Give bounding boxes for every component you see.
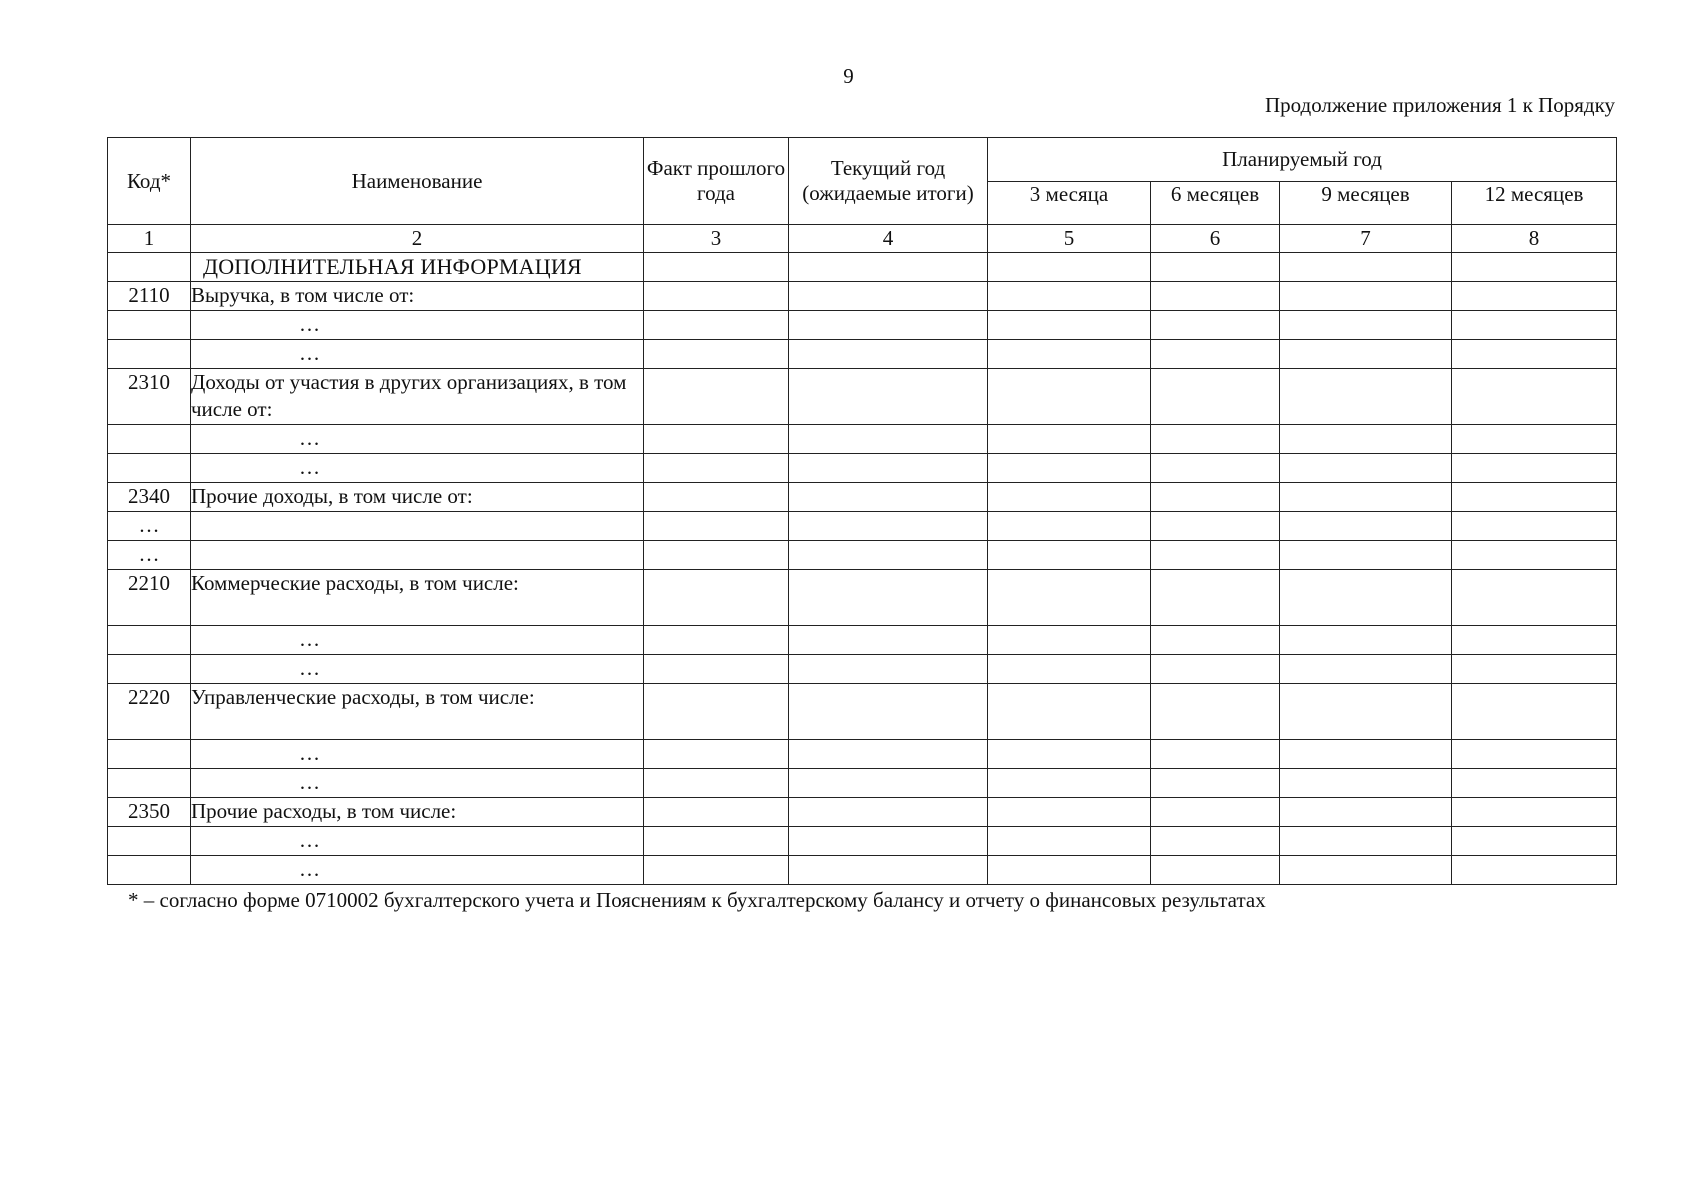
cell-12m — [1452, 253, 1617, 282]
cell-6m — [1151, 655, 1280, 684]
row-code — [108, 655, 191, 684]
header-9-months: 9 месяцев — [1280, 182, 1452, 225]
header-6-months: 6 месяцев — [1151, 182, 1280, 225]
cell-6m — [1151, 282, 1280, 311]
cell-6m — [1151, 425, 1280, 454]
table-row — [108, 483, 1617, 512]
column-number-row — [108, 225, 1617, 253]
cell-12m — [1452, 655, 1617, 684]
cell-6m — [1151, 541, 1280, 570]
cell-12m — [1452, 827, 1617, 856]
cell-current — [789, 626, 988, 655]
cell-9m — [1280, 570, 1452, 626]
table-row — [108, 253, 1617, 282]
header-current-year: Текущий год (ожидаемые итоги) — [789, 138, 988, 225]
cell-3m — [988, 798, 1151, 827]
table-row — [108, 827, 1617, 856]
cell-6m — [1151, 740, 1280, 769]
column-number: 2 — [191, 225, 644, 253]
cell-3m — [988, 483, 1151, 512]
cell-3m — [988, 454, 1151, 483]
cell-9m — [1280, 483, 1452, 512]
cell-12m — [1452, 769, 1617, 798]
cell-3m — [988, 340, 1151, 369]
row-name: Прочие доходы, в том числе от: — [191, 483, 644, 512]
cell-current — [789, 253, 988, 282]
cell-9m — [1280, 340, 1452, 369]
cell-fact — [644, 340, 789, 369]
table-row — [108, 626, 1617, 655]
table-row — [108, 311, 1617, 340]
cell-12m — [1452, 454, 1617, 483]
cell-current — [789, 541, 988, 570]
row-code — [108, 454, 191, 483]
cell-12m — [1452, 856, 1617, 885]
cell-12m — [1452, 425, 1617, 454]
column-number: 6 — [1151, 225, 1280, 253]
cell-6m — [1151, 769, 1280, 798]
cell-6m — [1151, 684, 1280, 740]
cell-fact — [644, 253, 789, 282]
cell-6m — [1151, 512, 1280, 541]
table-row — [108, 282, 1617, 311]
cell-3m — [988, 253, 1151, 282]
header-12-months: 12 месяцев — [1452, 182, 1617, 225]
cell-3m — [988, 626, 1151, 655]
cell-fact — [644, 684, 789, 740]
cell-current — [789, 856, 988, 885]
row-name: Доходы от участия в других организациях, в том числе от: — [191, 369, 644, 425]
cell-fact — [644, 740, 789, 769]
row-code — [108, 769, 191, 798]
table-row — [108, 856, 1617, 885]
cell-3m — [988, 570, 1151, 626]
row-code: … — [108, 512, 191, 541]
cell-current — [789, 740, 988, 769]
cell-current — [789, 454, 988, 483]
cell-9m — [1280, 369, 1452, 425]
cell-fact — [644, 570, 789, 626]
cell-current — [789, 827, 988, 856]
row-name: … — [191, 655, 644, 684]
column-number: 5 — [988, 225, 1151, 253]
cell-3m — [988, 541, 1151, 570]
row-name: … — [191, 425, 644, 454]
table-row — [108, 570, 1617, 626]
cell-6m — [1151, 827, 1280, 856]
cell-fact — [644, 626, 789, 655]
cell-6m — [1151, 340, 1280, 369]
row-code — [108, 425, 191, 454]
row-code: 2350 — [108, 798, 191, 827]
cell-current — [789, 655, 988, 684]
cell-current — [789, 282, 988, 311]
cell-6m — [1151, 570, 1280, 626]
cell-3m — [988, 684, 1151, 740]
cell-12m — [1452, 512, 1617, 541]
cell-3m — [988, 512, 1151, 541]
cell-fact — [644, 769, 789, 798]
row-name: Управленческие расходы, в том числе: — [191, 684, 644, 740]
cell-12m — [1452, 740, 1617, 769]
cell-current — [789, 570, 988, 626]
cell-9m — [1280, 512, 1452, 541]
footnote: * – согласно форме 0710002 бухгалтерского учета и Пояснениям к бухгалтерскому балансу и отчету о финансовых результатах — [128, 888, 1266, 912]
header-fact-last-year: Факт прошлого года — [644, 138, 789, 225]
cell-9m — [1280, 655, 1452, 684]
cell-9m — [1280, 740, 1452, 769]
table-row — [108, 369, 1617, 425]
cell-3m — [988, 282, 1151, 311]
header-planned-year: Планируемый год — [988, 138, 1617, 182]
header-name: Наименование — [191, 138, 644, 225]
cell-6m — [1151, 311, 1280, 340]
cell-fact — [644, 541, 789, 570]
cell-fact — [644, 798, 789, 827]
cell-6m — [1151, 483, 1280, 512]
cell-9m — [1280, 856, 1452, 885]
cell-9m — [1280, 454, 1452, 483]
table-row — [108, 454, 1617, 483]
cell-12m — [1452, 798, 1617, 827]
cell-current — [789, 483, 988, 512]
row-name: … — [191, 769, 644, 798]
cell-3m — [988, 369, 1151, 425]
cell-9m — [1280, 253, 1452, 282]
cell-current — [789, 369, 988, 425]
cell-3m — [988, 655, 1151, 684]
table-row — [108, 512, 1617, 541]
cell-6m — [1151, 454, 1280, 483]
row-name: … — [191, 626, 644, 655]
row-name: … — [191, 454, 644, 483]
column-number: 3 — [644, 225, 789, 253]
row-name: … — [191, 827, 644, 856]
cell-fact — [644, 454, 789, 483]
table-row — [108, 340, 1617, 369]
cell-9m — [1280, 827, 1452, 856]
cell-fact — [644, 483, 789, 512]
row-code: 2340 — [108, 483, 191, 512]
row-name: Прочие расходы, в том числе: — [191, 798, 644, 827]
row-name — [191, 541, 644, 570]
cell-fact — [644, 827, 789, 856]
row-code — [108, 740, 191, 769]
cell-12m — [1452, 369, 1617, 425]
row-code — [108, 311, 191, 340]
cell-12m — [1452, 483, 1617, 512]
row-code: 2110 — [108, 282, 191, 311]
table-row — [108, 684, 1617, 740]
section-title: ДОПОЛНИТЕЛЬНАЯ ИНФОРМАЦИЯ — [191, 253, 644, 282]
cell-9m — [1280, 798, 1452, 827]
cell-9m — [1280, 311, 1452, 340]
cell-current — [789, 340, 988, 369]
column-number: 1 — [108, 225, 191, 253]
row-code: … — [108, 541, 191, 570]
cell-fact — [644, 282, 789, 311]
row-name: … — [191, 856, 644, 885]
cell-6m — [1151, 369, 1280, 425]
cell-3m — [988, 856, 1151, 885]
cell-fact — [644, 856, 789, 885]
cell-current — [789, 512, 988, 541]
row-code — [108, 626, 191, 655]
table-row — [108, 655, 1617, 684]
row-name: Коммерческие расходы, в том числе: — [191, 570, 644, 626]
cell-6m — [1151, 626, 1280, 655]
cell-fact — [644, 655, 789, 684]
cell-9m — [1280, 425, 1452, 454]
cell-fact — [644, 311, 789, 340]
cell-fact — [644, 512, 789, 541]
row-code — [108, 340, 191, 369]
row-code — [108, 856, 191, 885]
cell-12m — [1452, 282, 1617, 311]
table-row — [108, 798, 1617, 827]
cell-9m — [1280, 684, 1452, 740]
cell-3m — [988, 740, 1151, 769]
row-name — [191, 512, 644, 541]
header-3-months: 3 месяца — [988, 182, 1151, 225]
cell-current — [789, 684, 988, 740]
appendix-continuation-label: Продолжение приложения 1 к Порядку — [1264, 93, 1615, 117]
row-code — [108, 827, 191, 856]
cell-12m — [1452, 684, 1617, 740]
header-code: Код* — [108, 138, 191, 225]
cell-9m — [1280, 769, 1452, 798]
row-name: … — [191, 340, 644, 369]
cell-9m — [1280, 282, 1452, 311]
table-row — [108, 740, 1617, 769]
column-number: 7 — [1280, 225, 1452, 253]
cell-current — [789, 798, 988, 827]
cell-3m — [988, 827, 1151, 856]
cell-current — [789, 425, 988, 454]
row-code: 2310 — [108, 369, 191, 425]
cell-9m — [1280, 541, 1452, 570]
cell-12m — [1452, 340, 1617, 369]
cell-6m — [1151, 253, 1280, 282]
column-number: 8 — [1452, 225, 1617, 253]
cell-current — [789, 311, 988, 340]
financial-info-table — [107, 137, 1617, 885]
cell-12m — [1452, 541, 1617, 570]
cell-current — [789, 769, 988, 798]
page-number: 9 — [843, 64, 854, 88]
table-row — [108, 425, 1617, 454]
cell-12m — [1452, 570, 1617, 626]
cell-3m — [988, 425, 1151, 454]
cell-fact — [644, 425, 789, 454]
cell-9m — [1280, 626, 1452, 655]
column-number: 4 — [789, 225, 988, 253]
cell-fact — [644, 369, 789, 425]
row-name: … — [191, 311, 644, 340]
row-name: … — [191, 740, 644, 769]
cell-6m — [1151, 798, 1280, 827]
row-code — [108, 253, 191, 282]
row-code: 2220 — [108, 684, 191, 740]
row-name: Выручка, в том числе от: — [191, 282, 644, 311]
cell-3m — [988, 769, 1151, 798]
row-code: 2210 — [108, 570, 191, 626]
cell-12m — [1452, 626, 1617, 655]
table-row — [108, 541, 1617, 570]
cell-12m — [1452, 311, 1617, 340]
cell-6m — [1151, 856, 1280, 885]
table-row — [108, 769, 1617, 798]
cell-3m — [988, 311, 1151, 340]
